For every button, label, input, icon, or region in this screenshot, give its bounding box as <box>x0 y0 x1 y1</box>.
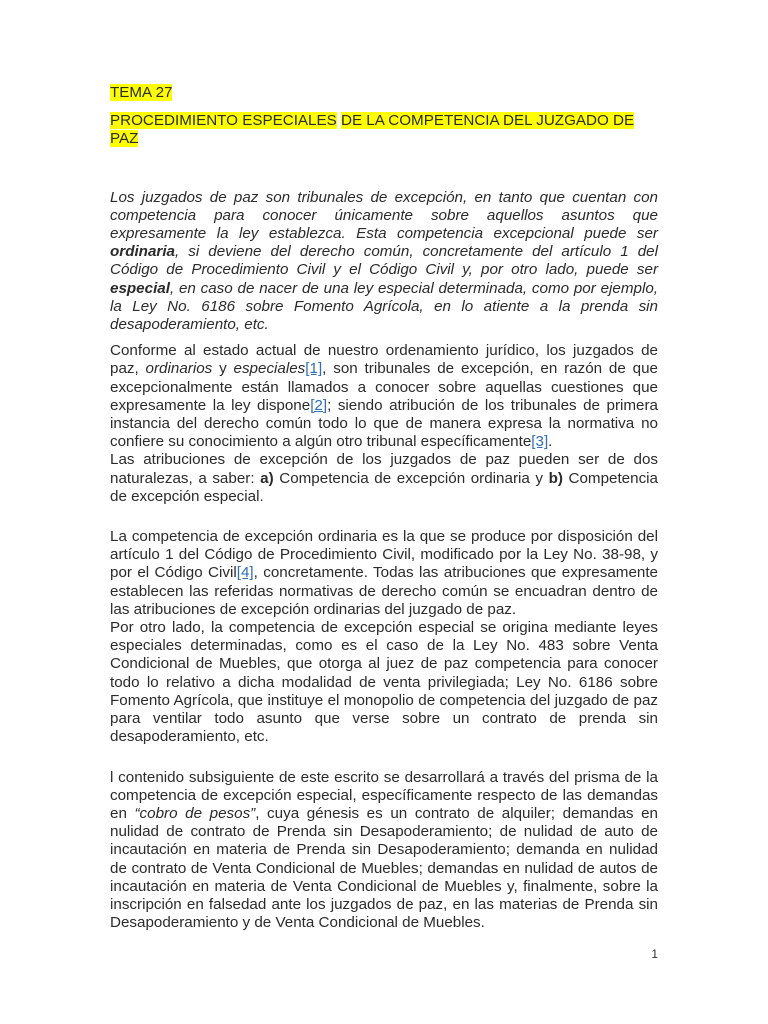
p3-bold-a: a) <box>260 469 274 487</box>
paragraph-atribuciones <box>110 451 658 506</box>
footnote-link-4[interactable]: [4] <box>236 564 254 582</box>
p4-text-2: , concretamente. Todas las atribuciones que expresamente establecen las referidas normativas de derecho común se encuadran dentro de las atribuciones de excepción ordinarias del juzgado de paz. <box>110 564 658 618</box>
intro-bold-especial: especial <box>110 279 170 297</box>
p5-text-1: Por otro lado, la competencia de excepción especial se origina mediante leyes especiales determinadas, como es el caso de la Ley No. 483 sobre Venta Condicional de Muebles, que otorga al juez de paz competencia para conocer todo lo relativo a dicha modalidad de venta privilegiada; Ley No. 6186 sobre Fomento Agrícola, que instituye el monopolio de competencia del juzgado de paz para ventilar todo asunto que verse sobre un contrato de prenda sin desapoderamiento, etc. <box>110 619 658 746</box>
p2-text-3: , son tribunales de excepción, en razón de que excepcionalmente están llamados a conocer sobre aquellas cuestiones que expresamente la ley dispone <box>110 360 658 414</box>
paragraph-excepcion-ordinaria <box>110 528 658 619</box>
intro-text-2: , si deviene del derecho común, concretamente del artículo 1 del Código de Procedimiento Civil y el Código Civil y, por otro lado, puede ser <box>110 243 658 279</box>
intro-bold-ordinaria: ordinaria <box>110 243 175 261</box>
intro-paragraph <box>110 189 658 335</box>
p6-italic-cobro: “cobro de pesos” <box>134 804 256 822</box>
footnote-link-3[interactable]: [3] <box>531 433 549 451</box>
p3-text-2: Competencia de excepción ordinaria y <box>273 469 549 487</box>
footnote-link-1[interactable]: [1] <box>305 360 323 378</box>
p3-text-1: Las atribuciones de excepción de los juzgados de paz pueden ser de dos naturalezas, a saber: <box>110 451 658 487</box>
title-part-a: PROCEDIMIENTO ESPECIALES <box>110 112 337 130</box>
footnote-link-2[interactable]: [2] <box>310 396 328 414</box>
document-title <box>110 112 658 148</box>
intro-text-3: , en caso de nacer de una ley especial determinada, como por ejemplo, la Ley No. 6186 sobre Fomento Agrícola, en lo atiente a la prenda sin desapoderamiento, etc. <box>110 279 658 334</box>
document-body <box>110 84 658 932</box>
p3-text-3: Competencia de excepción especial. <box>110 469 658 505</box>
p6-text-2: , cuya génesis es un contrato de alquiler; demandas en nulidad de contrato de Prenda sin Desapoderamiento; de nulidad de auto de incautación en materia de Prenda sin Desapoderamiento; demanda en nulidad de contrato de Venta Condicional de Muebles; demandas en nulidad de autos de incautación en materia de Venta Condicional de Muebles y, finalmente, sobre la inscripción en falsedad ante los juzgados de paz, en las materias de Prenda sin Desapoderamiento y de Venta Condicional de Muebles. <box>110 804 658 932</box>
p2-text-5: . <box>548 433 553 451</box>
paragraph-contenido <box>110 769 658 933</box>
p2-text-1: Conforme al estado actual de nuestro ordenamiento jurídico, los juzgados de paz, <box>110 342 658 378</box>
p2-text-2: y <box>212 360 234 378</box>
p2-italic-ordinarios: ordinarios <box>145 360 213 378</box>
paragraph-excepcion-especial <box>110 619 658 746</box>
p6-text-1: l contenido subsiguiente de este escrito se desarrollará a través del prisma de la competencia de excepción especial, específicamente respecto de las demandas en <box>110 768 658 822</box>
intro-text-1: Los juzgados de paz son tribunales de excepción, en tanto que cuentan con competencia para conocer únicamente sobre aquellos asuntos que expresamente la ley establezca. Esta competencia excepcional puede ser <box>110 188 658 243</box>
title-part-b: DE LA COMPETENCIA DEL JUZGADO DE PAZ <box>110 112 635 148</box>
p3-bold-b: b) <box>548 469 563 487</box>
page-number: 1 <box>651 947 658 961</box>
topic-number-highlight: TEMA 27 <box>110 84 173 101</box>
topic-number <box>110 84 658 102</box>
paragraph-ordenamiento <box>110 342 658 451</box>
p2-text-4: ; siendo atribución de los tribunales de primera instancia del derecho común todo lo que de manera expresa la normativa no confiere su conocimiento a algún otro tribunal específicamente <box>110 396 658 451</box>
p4-text-1: La competencia de excepción ordinaria es la que se produce por disposición del artículo 1 del Código de Procedimiento Civil, modificado por la Ley No. 38-98, y por el Código Civil <box>110 528 658 582</box>
p2-italic-especiales: especiales <box>233 360 306 378</box>
